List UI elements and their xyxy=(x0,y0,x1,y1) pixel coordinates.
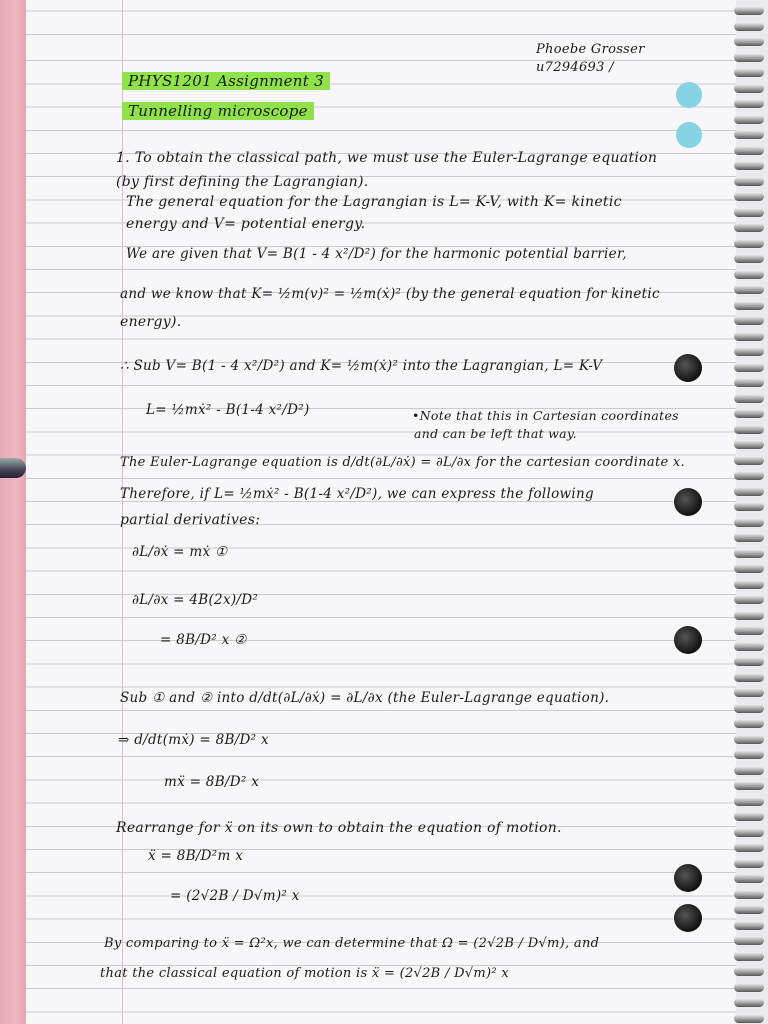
spiral-coil xyxy=(734,285,764,294)
binder-hole-blue-2 xyxy=(676,122,702,148)
spiral-coil xyxy=(734,657,764,666)
text-line: and we know that K= ½m(v)² = ½m(ẋ)² (by the general equation for kinetic xyxy=(120,286,660,302)
notebook-cover-edge xyxy=(0,0,28,1024)
spiral-coil xyxy=(734,456,764,465)
spiral-coil xyxy=(734,750,764,759)
spiral-coil xyxy=(734,595,764,604)
spiral-coil xyxy=(734,1014,764,1023)
spiral-coil xyxy=(734,161,764,170)
spiral-coil xyxy=(734,580,764,589)
spiral-coil xyxy=(734,115,764,124)
spiral-coil xyxy=(734,564,764,573)
spiral-coil xyxy=(734,409,764,418)
binder-hole-blue-1 xyxy=(676,82,702,108)
spiral-coil xyxy=(734,735,764,744)
text-line: that the classical equation of motion is ẍ = (2√2B / D√m)² x xyxy=(100,966,509,981)
text-line: ∴ Sub V= B(1 - 4 x²/D²) and K= ½m(ẋ)² into the Lagrangian, L= K-V xyxy=(120,358,603,374)
spiral-coil xyxy=(734,533,764,542)
text-line: Therefore, if L= ½mẋ² - B(1-4 x²/D²), we can express the following xyxy=(120,486,594,502)
spiral-coil xyxy=(734,425,764,434)
spiral-binding xyxy=(728,0,768,1024)
text-line: energy). xyxy=(120,314,182,330)
text-line: partial derivatives: xyxy=(120,512,261,528)
binder-hole-1 xyxy=(674,354,702,382)
spiral-coil xyxy=(734,719,764,728)
spiral-coil xyxy=(734,99,764,108)
spiral-coil xyxy=(734,440,764,449)
derivative-1: ∂L/∂ẋ = mẋ ① xyxy=(132,544,228,560)
spiral-coil xyxy=(734,812,764,821)
assignment-subtitle: Tunnelling microscope xyxy=(122,102,314,120)
spiral-coil xyxy=(734,347,764,356)
equation-line: ⇒ d/dt(mẋ) = 8B/D² x xyxy=(118,732,269,748)
spiral-coil xyxy=(734,378,764,387)
spiral-coil xyxy=(734,332,764,341)
derivative-2-simplified: = 8B/D² x ② xyxy=(160,632,247,648)
note-line: •Note that this in Cartesian coordinates xyxy=(412,408,679,423)
binder-hole-3 xyxy=(674,626,702,654)
spiral-coil xyxy=(734,502,764,511)
binder-hole-4 xyxy=(674,864,702,892)
spiral-coil xyxy=(734,53,764,62)
spiral-coil xyxy=(734,967,764,976)
spiral-coil xyxy=(734,704,764,713)
spiral-coil xyxy=(734,611,764,620)
spiral-coil xyxy=(734,998,764,1007)
binder-hole-5 xyxy=(674,904,702,932)
spiral-coil xyxy=(734,905,764,914)
text-line: Rearrange for ẍ on its own to obtain the equation of motion. xyxy=(116,820,562,836)
spiral-coil xyxy=(734,301,764,310)
spiral-coil xyxy=(734,797,764,806)
spiral-coil xyxy=(734,936,764,945)
text-line: 1. To obtain the classical path, we must use the Euler-Lagrange equation xyxy=(116,150,658,166)
spiral-coil xyxy=(734,673,764,682)
text-line: The general equation for the Lagrangian is L= K-V, with K= kinetic xyxy=(126,194,622,210)
spiral-coil xyxy=(734,270,764,279)
equation-line: mẍ = 8B/D² x xyxy=(164,774,260,790)
spiral-coil xyxy=(734,549,764,558)
spiral-coil xyxy=(734,626,764,635)
note-line: and can be left that way. xyxy=(414,426,577,441)
spiral-coil xyxy=(734,6,764,15)
spiral-coil xyxy=(734,487,764,496)
spiral-coil xyxy=(734,921,764,930)
text-line: energy and V= potential energy. xyxy=(126,216,366,232)
spiral-coil xyxy=(734,208,764,217)
spiral-coil xyxy=(734,828,764,837)
spiral-coil xyxy=(734,254,764,263)
spiral-coil xyxy=(734,983,764,992)
spiral-coil xyxy=(734,146,764,155)
spiral-coil xyxy=(734,518,764,527)
text-line: Sub ① and ② into d/dt(∂L/∂ẋ) = ∂L/∂x (the Euler-Lagrange equation). xyxy=(120,690,610,706)
student-id: u7294693 / xyxy=(536,60,614,75)
spiral-coil xyxy=(734,952,764,961)
spiral-coil xyxy=(734,37,764,46)
spiral-coil xyxy=(734,177,764,186)
student-name: Phoebe Grosser xyxy=(536,42,645,57)
spiral-coil xyxy=(734,363,764,372)
text-line: By comparing to ẍ = Ω²x, we can determine that Ω = (2√2B / D√m), and xyxy=(104,936,600,951)
equation-line: ẍ = 8B/D²m x xyxy=(148,848,244,864)
lagrangian-equation: L= ½mẋ² - B(1-4 x²/D²) xyxy=(146,402,310,418)
spiral-coil xyxy=(734,22,764,31)
spiral-coil xyxy=(734,688,764,697)
spiral-coil xyxy=(734,874,764,883)
spiral-coil xyxy=(734,766,764,775)
assignment-title: PHYS1201 Assignment 3 xyxy=(122,72,330,90)
spiral-coil xyxy=(734,781,764,790)
spiral-coil xyxy=(734,239,764,248)
spiral-coil xyxy=(734,192,764,201)
text-line: The Euler-Lagrange equation is d/dt(∂L/∂ẋ) = ∂L/∂x for the cartesian coordinate x. xyxy=(120,455,685,470)
spiral-coil xyxy=(734,68,764,77)
derivative-2: ∂L/∂x = 4B(2x)/D² xyxy=(132,592,259,608)
spiral-coil xyxy=(734,130,764,139)
equation-line: = (2√2B / D√m)² x xyxy=(170,888,300,904)
spiral-coil xyxy=(734,84,764,93)
spiral-coil xyxy=(734,642,764,651)
pen-clip xyxy=(0,458,26,478)
text-line: We are given that V= B(1 - 4 x²/D²) for the harmonic potential barrier, xyxy=(126,246,627,262)
spiral-coil xyxy=(734,394,764,403)
spiral-coil xyxy=(734,859,764,868)
spiral-coil xyxy=(734,316,764,325)
binder-hole-2 xyxy=(674,488,702,516)
spiral-coil xyxy=(734,471,764,480)
spiral-coil xyxy=(734,843,764,852)
spiral-coil xyxy=(734,890,764,899)
spiral-coil xyxy=(734,223,764,232)
text-line: (by first defining the Lagrangian). xyxy=(116,174,369,190)
